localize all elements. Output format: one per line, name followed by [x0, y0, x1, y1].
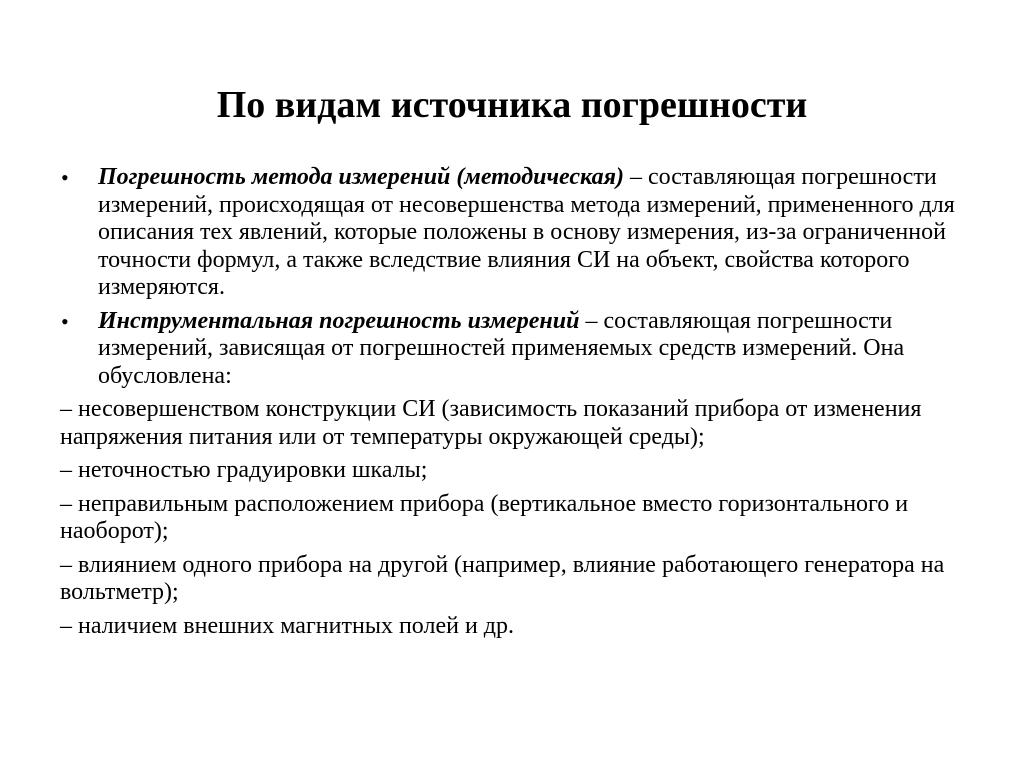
dash-item-magnetic-fields: – наличием внешних магнитных полей и др. — [60, 612, 514, 639]
dash-item-position: – неправильным расположением прибора (вертикальное вместо горизонтального и наоборот); — [60, 490, 909, 544]
bullet-text: – составляющая погрешности измерений, зависящая от погрешностей применяемых средств измерений. Она обусловлена: — [98, 307, 905, 389]
bullet-item-instrumental-error — [60, 308, 980, 391]
bullet-text: – составляющая погрешности измерений, происходящая от несовершенства метода измерений, примененного для описания тех явлений, которые положены в основу измерения, из-за ограниченной точности формул, а также вследствие влияния СИ на объект, свойства которого измеряются. — [98, 164, 955, 300]
dash-item-influence: – влиянием одного прибора на другой (например, влияние работающего генератора на вольтметр); — [60, 551, 945, 605]
dash-item-calibration: – неточностью градуировки шкалы; — [60, 457, 428, 483]
slide-title: По видам источника погрешности — [216, 84, 808, 126]
bullet-term: Инструментальная погрешность измерений — [98, 307, 580, 334]
bullet-term: Погрешность метода измерений (методическая) — [98, 164, 624, 190]
bullet-icon: • — [61, 308, 69, 334]
bullet-icon: • — [61, 165, 69, 190]
bullet-item-method-error — [60, 164, 980, 302]
slide-body — [60, 164, 980, 646]
dash-item-construction: – несовершенством конструкции СИ (зависимость показаний прибора от изменения напряжения питания или от температуры окружающей среды); — [60, 396, 922, 450]
